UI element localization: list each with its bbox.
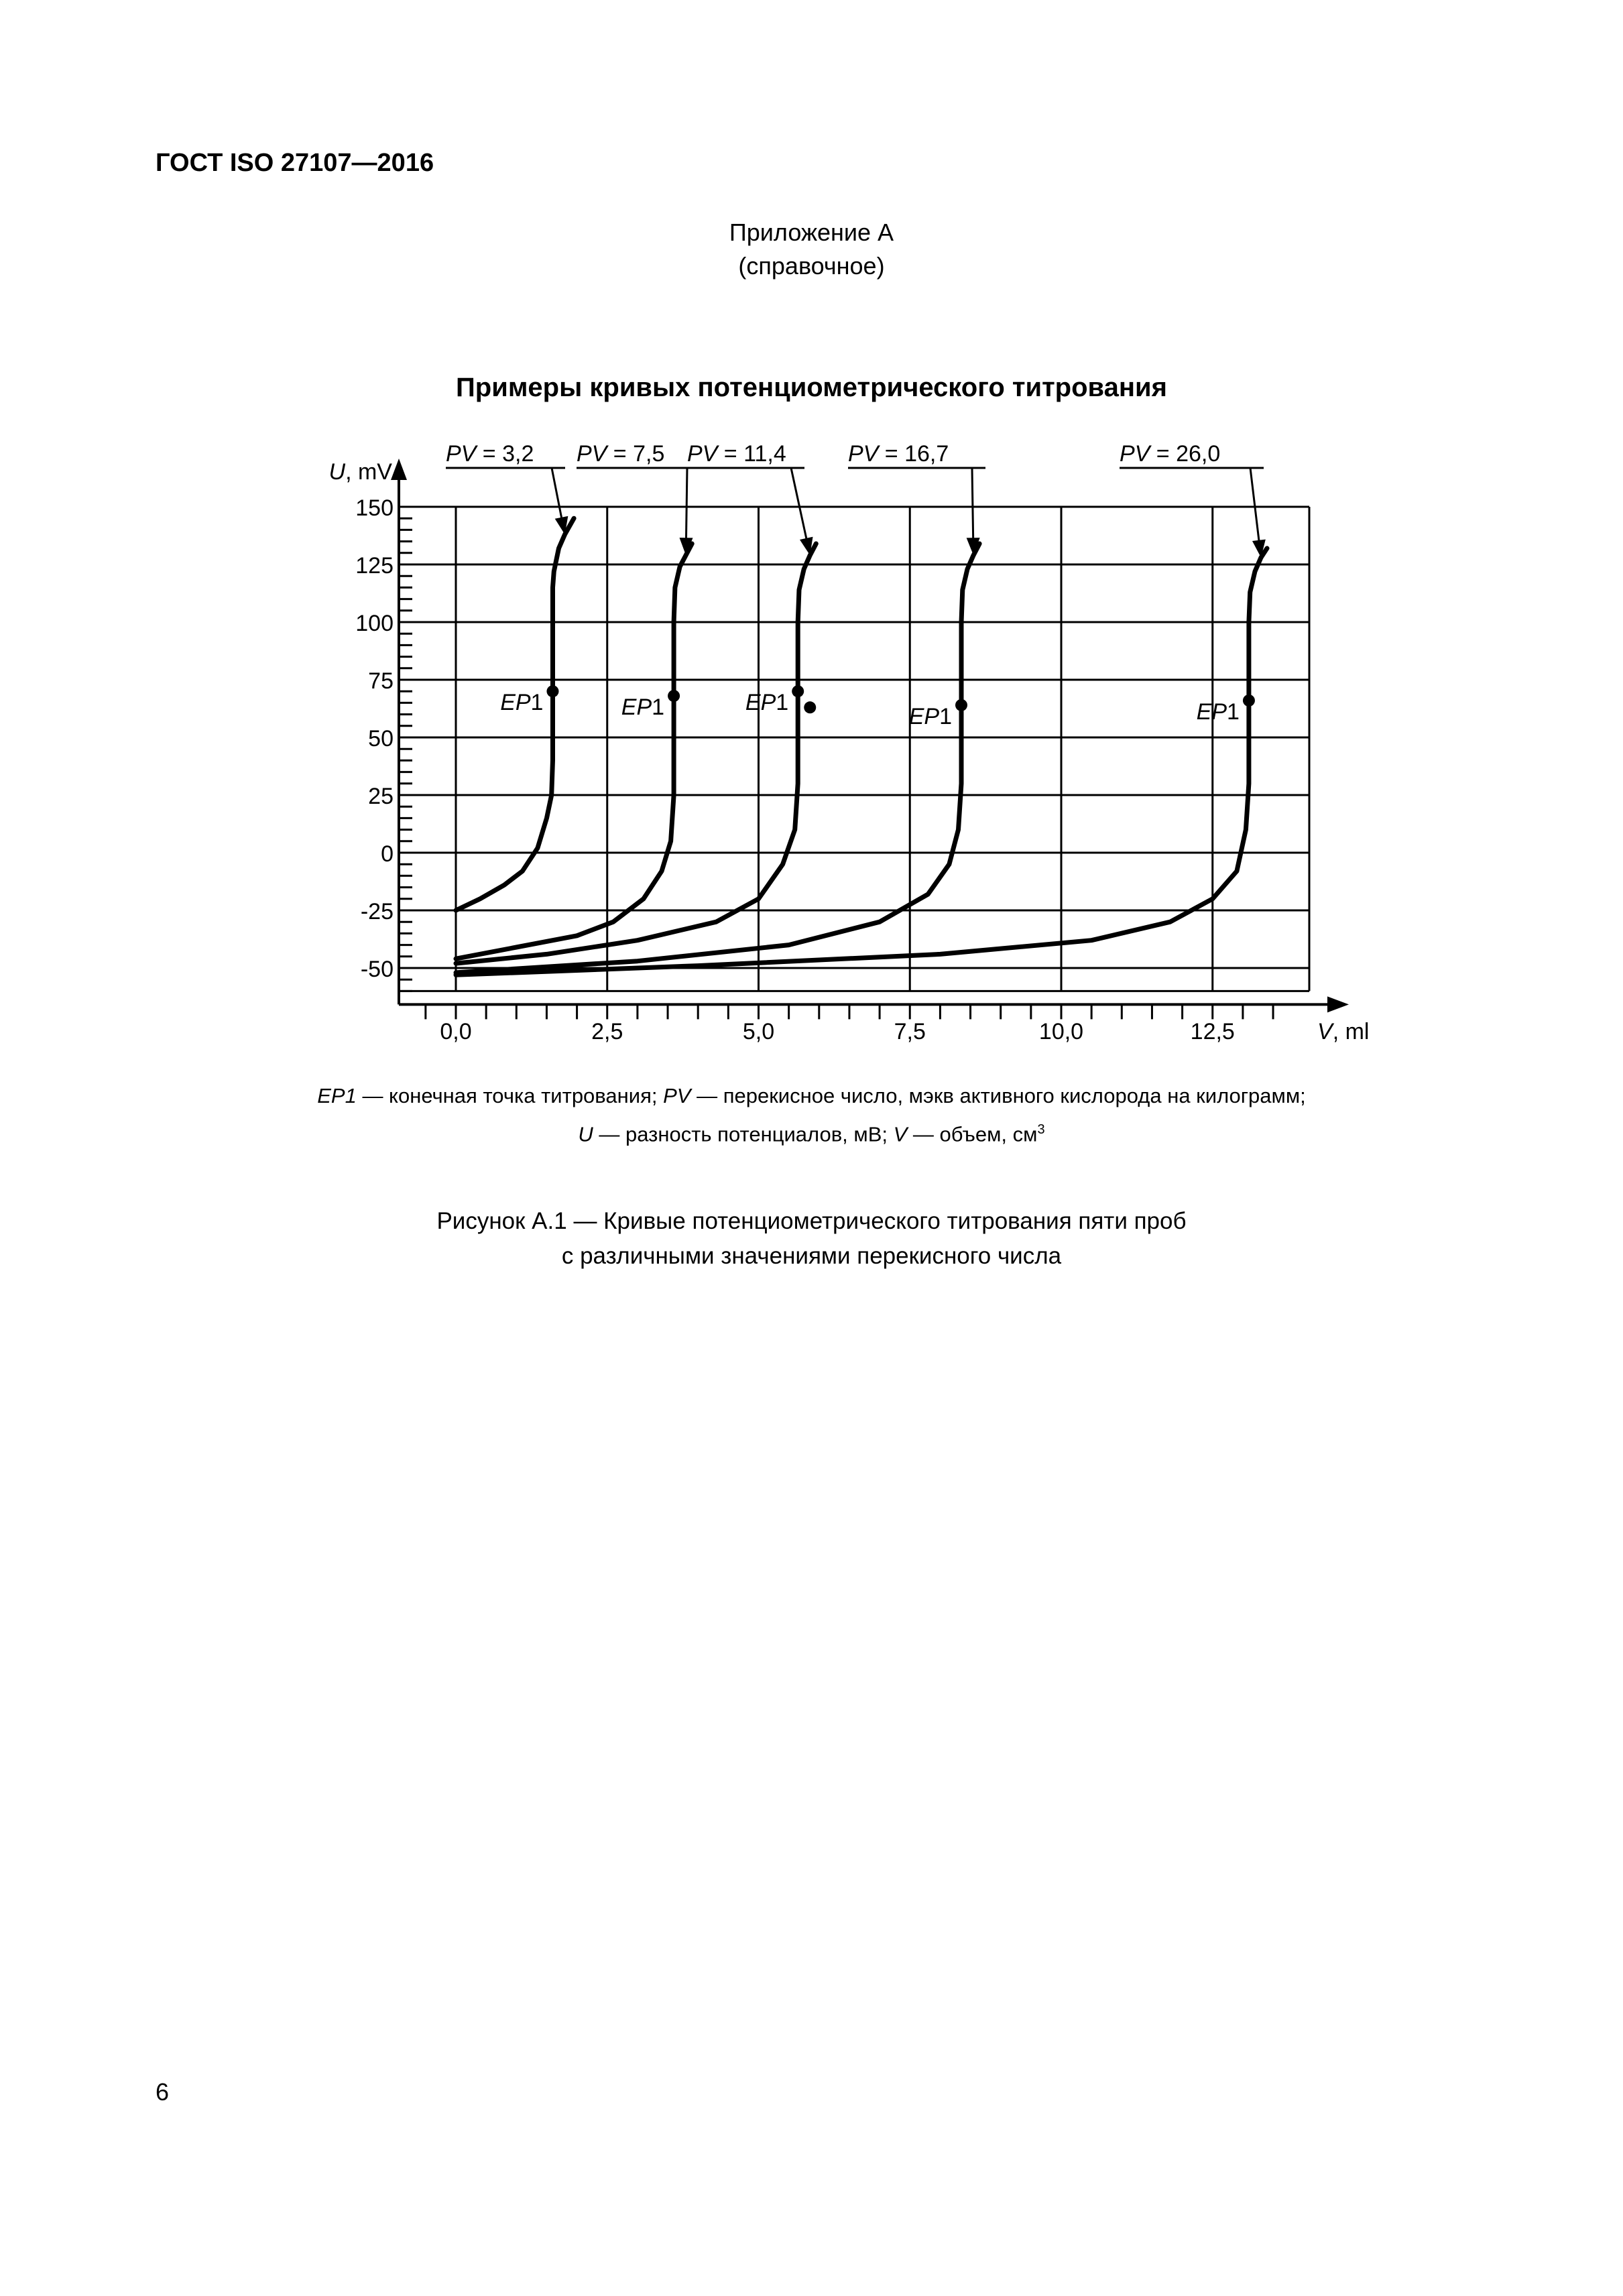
titration-chart [0, 0, 1623, 1073]
x-axis-arrow [1327, 996, 1349, 1012]
series [456, 518, 1267, 975]
series-curve-2 [456, 544, 816, 963]
x-tick-label: 12,5 [1190, 1019, 1235, 1044]
y-tick-label: 125 [355, 553, 394, 579]
x-tick-label: 2,5 [591, 1019, 623, 1044]
legend-line-1-segment-2: PV [663, 1084, 691, 1107]
legend-line-1-segment-3: — перекисное число, мэкв активного кислорода на килограмм; [690, 1084, 1306, 1107]
y-tick-label: -25 [360, 899, 394, 924]
endpoint-label-4: EP1 [1196, 699, 1240, 725]
y-tick-label: -50 [360, 957, 394, 982]
endpoint-marker-1 [668, 690, 680, 702]
figure-caption [0, 1204, 1623, 1274]
endpoint-marker-2 [792, 685, 804, 697]
chart-title: Примеры кривых потенциометрического титрования [456, 373, 1167, 402]
annex-title: Приложение А [729, 219, 894, 246]
legend-line-2-segment-2: V [893, 1122, 908, 1146]
legend-line-2 [0, 1113, 1623, 1151]
y-tick-label: 150 [355, 495, 394, 521]
extra-marker-2 [804, 701, 816, 713]
y-tick-label: 100 [355, 611, 394, 636]
legend-line-2-segment-0: U [578, 1122, 593, 1146]
x-tick-label: 10,0 [1038, 1019, 1084, 1044]
series-label-0: PV = 3,2 [446, 441, 534, 467]
y-tick-label: 75 [368, 668, 394, 694]
series-curve-3 [456, 544, 979, 973]
legend [0, 1079, 1623, 1151]
series-label-1: PV = 7,5 [577, 441, 665, 467]
x-tick-label: 5,0 [742, 1019, 775, 1044]
series-label-3: PV = 16,7 [848, 441, 949, 467]
endpoint-label-1: EP1 [621, 694, 665, 721]
y-tick-label: 0 [381, 841, 394, 867]
series-label-4: PV = 26,0 [1120, 441, 1221, 467]
legend-line-1 [0, 1079, 1623, 1113]
caption-line-2: с различными значениями перекисного числа [561, 1243, 1062, 1269]
legend-line-2-segment-4: 3 [1037, 1122, 1045, 1137]
y-tick-label: 25 [368, 784, 394, 809]
y-axis-arrow [391, 459, 407, 480]
x-tick-label: 7,5 [894, 1019, 926, 1044]
legend-line-2-segment-3: — объем, см [907, 1122, 1038, 1146]
endpoint-marker-3 [955, 699, 967, 711]
legend-line-1-segment-1: — конечная точка титрования; [356, 1084, 664, 1107]
series-label-2: PV = 11,4 [687, 441, 786, 467]
annex-status: (справочное) [738, 252, 885, 280]
document-header: ГОСТ ISO 27107—2016 [156, 149, 434, 177]
legend-line-2-segment-1: — разность потенциалов, мВ; [593, 1122, 894, 1146]
endpoint-label-0: EP1 [500, 690, 544, 716]
endpoint-marker-0 [546, 685, 558, 697]
x-axis-label: V, ml [1317, 1019, 1370, 1044]
x-tick-label: 0,0 [440, 1019, 472, 1044]
endpoint-label-3: EP1 [908, 703, 953, 729]
caption-line-1: Рисунок А.1 — Кривые потенциометрического титрования пяти проб [436, 1208, 1187, 1234]
axes [391, 459, 1349, 1019]
legend-line-1-segment-0: EP1 [317, 1084, 357, 1107]
endpoint-marker-4 [1243, 694, 1255, 707]
y-tick-label: 50 [368, 726, 394, 751]
y-axis-label: U, mV [328, 459, 392, 485]
series-curve-1 [456, 544, 692, 959]
endpoint-label-2: EP1 [745, 690, 789, 716]
page-number: 6 [156, 2078, 170, 2106]
